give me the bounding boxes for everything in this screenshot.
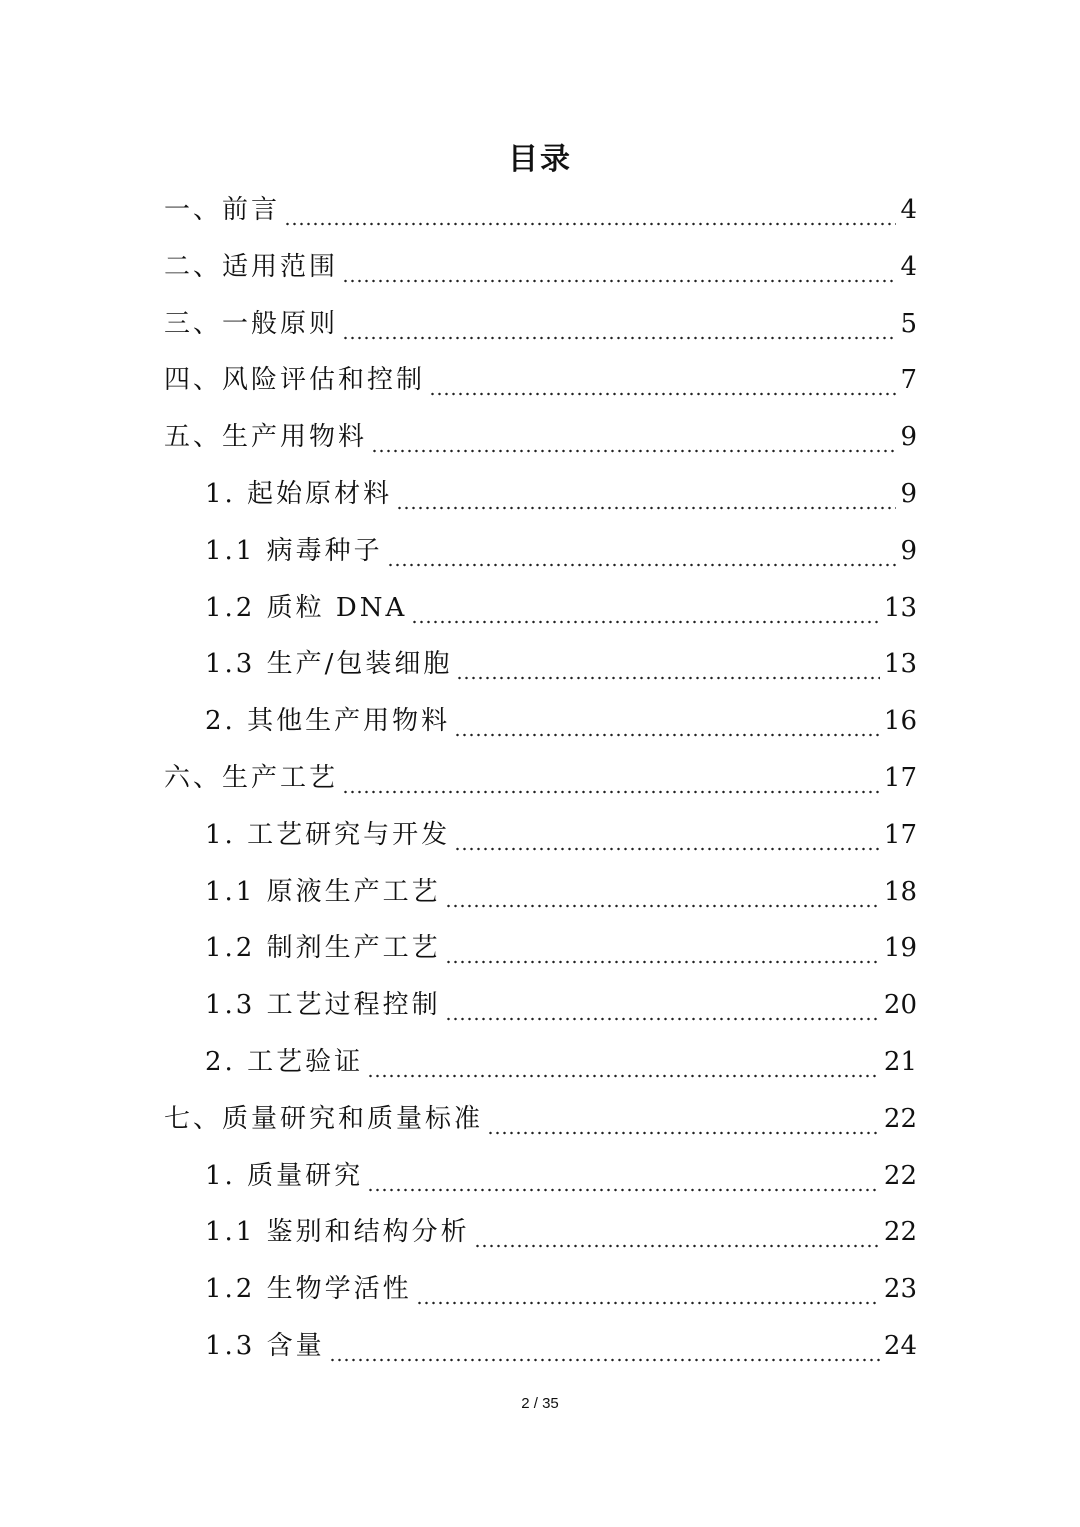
- dot-leader: [454, 813, 880, 857]
- toc-entry[interactable]: [205, 699, 917, 743]
- toc-entry-title: 1.3 生产/包装细胞: [205, 649, 453, 680]
- toc-entry-title: 1. 起始原材料: [205, 479, 393, 509]
- dot-leader: [342, 756, 880, 800]
- dot-leader: [342, 245, 896, 289]
- toc-entry-title: 五、生产用物料: [164, 422, 368, 453]
- dot-leader: [387, 529, 897, 573]
- toc-entry-title: 2. 其他生产用物料: [205, 706, 451, 737]
- dot-leader: [396, 472, 896, 516]
- toc-entry-title: 六、生产工艺: [164, 763, 339, 793]
- toc-entry-title: 1. 质量研究: [205, 1160, 364, 1191]
- toc-entry-page-number: 22: [883, 1103, 917, 1134]
- dot-leader: [454, 699, 880, 743]
- toc-entry-page-number: 17: [883, 819, 917, 850]
- dot-leader: [445, 983, 880, 1027]
- toc-entry[interactable]: [205, 870, 917, 914]
- toc-entry-page-number: 23: [883, 1274, 917, 1305]
- toc-entry-page-number: 5: [900, 308, 917, 339]
- dot-leader: [429, 358, 896, 402]
- toc-entry[interactable]: [205, 529, 917, 573]
- toc-entry-title: 1.2 生物学活性: [205, 1274, 412, 1305]
- toc-entry-title: 二、适用范围: [164, 251, 339, 282]
- toc-title: 目录: [508, 142, 572, 177]
- toc-entry-title: 1.3 含量: [205, 1331, 325, 1361]
- dot-leader: [284, 188, 896, 232]
- toc-entry-page-number: 22: [883, 1160, 917, 1191]
- dot-leader: [474, 1210, 880, 1254]
- toc-entry[interactable]: [205, 1154, 917, 1198]
- toc-entry-title: 七、质量研究和质量标准: [164, 1103, 484, 1134]
- toc-entry-page-number: 13: [883, 649, 917, 680]
- toc-entry[interactable]: [205, 1324, 917, 1368]
- toc-entry[interactable]: [205, 813, 917, 857]
- toc-entry-page-number: 22: [883, 1217, 917, 1248]
- toc-entry[interactable]: [205, 472, 917, 516]
- toc-entry-page-number: 19: [883, 933, 917, 964]
- toc-entry-page-number: 18: [883, 876, 917, 907]
- dot-leader: [367, 1040, 880, 1084]
- toc-entry[interactable]: [164, 302, 917, 346]
- toc-entry-title: 1.1 病毒种子: [205, 535, 383, 566]
- toc-entry-title: 三、一般原则: [164, 308, 339, 339]
- dot-leader: [329, 1324, 880, 1368]
- page-footer: 2 / 35: [521, 1395, 559, 1412]
- toc-entry-title: 2. 工艺验证: [205, 1047, 364, 1077]
- dot-leader: [445, 926, 880, 970]
- toc-entry[interactable]: [205, 926, 917, 970]
- toc-entry-page-number: 4: [900, 251, 917, 282]
- dot-leader: [342, 302, 896, 346]
- toc-entry-page-number: 16: [883, 706, 917, 737]
- toc-entry[interactable]: [205, 586, 917, 630]
- toc-entry-title: 1.2 制剂生产工艺: [205, 933, 441, 964]
- toc-entry-title: 四、风险评估和控制: [164, 365, 426, 396]
- toc-entry-title: 1. 工艺研究与开发: [205, 819, 451, 850]
- toc-entry-page-number: 9: [900, 535, 917, 566]
- dot-leader: [456, 642, 880, 686]
- toc-entry-title: 1.2 质粒 DNA: [205, 592, 408, 623]
- toc-entry[interactable]: [164, 358, 917, 402]
- toc-entry-page-number: 7: [900, 365, 917, 396]
- dot-leader: [367, 1154, 880, 1198]
- dot-leader: [487, 1097, 880, 1141]
- toc-entry-title: 1.1 鉴别和结构分析: [205, 1217, 470, 1248]
- toc-entry-title: 1.1 原液生产工艺: [205, 876, 441, 907]
- toc-entry[interactable]: [205, 1267, 917, 1311]
- toc-entry-page-number: 9: [900, 479, 917, 509]
- toc-entry-title: 1.3 工艺过程控制: [205, 990, 441, 1021]
- dot-leader: [445, 870, 880, 914]
- toc-entry[interactable]: [164, 1097, 917, 1141]
- toc-entry[interactable]: [205, 1210, 917, 1254]
- toc-entry-page-number: 4: [900, 195, 917, 225]
- dot-leader: [416, 1267, 880, 1311]
- toc-entry[interactable]: [164, 415, 917, 459]
- toc-entry[interactable]: [205, 642, 917, 686]
- dot-leader: [411, 586, 880, 630]
- toc-entry-page-number: 17: [883, 763, 917, 793]
- toc-entry[interactable]: [164, 756, 917, 800]
- toc-entry-page-number: 9: [900, 422, 917, 453]
- toc-entry-page-number: 24: [883, 1331, 917, 1361]
- dot-leader: [371, 415, 896, 459]
- toc-entry[interactable]: [164, 245, 917, 289]
- toc-entry[interactable]: [205, 1040, 917, 1084]
- toc-entry[interactable]: [164, 188, 917, 232]
- toc-entry-page-number: 21: [883, 1047, 917, 1077]
- toc-entry-page-number: 20: [883, 990, 917, 1021]
- toc-entry-title: 一、前言: [164, 195, 281, 225]
- toc-entry-page-number: 13: [883, 592, 917, 623]
- toc-entry[interactable]: [205, 983, 917, 1027]
